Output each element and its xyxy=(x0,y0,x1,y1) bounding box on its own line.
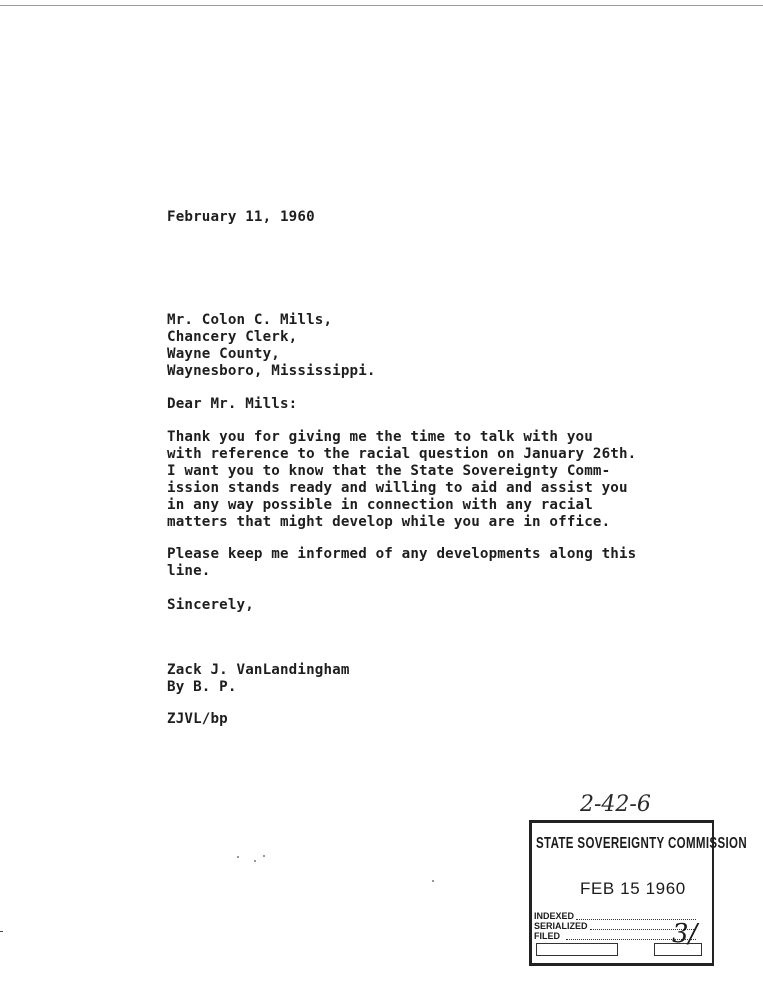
scan-speck xyxy=(432,880,434,882)
page-top-rule xyxy=(0,5,763,6)
stamp-label-indexed: INDEXED xyxy=(534,911,575,921)
paragraph2-line: line. xyxy=(167,563,211,579)
scan-speck xyxy=(263,855,265,857)
scan-speck xyxy=(237,856,239,858)
signature-name: Zack J. VanLandingham xyxy=(167,662,350,678)
recipient-line-4: Waynesboro, Mississippi. xyxy=(167,363,376,379)
recipient-line-1: Mr. Colon C. Mills, xyxy=(167,312,333,328)
stamp-label-filed: FILED xyxy=(534,931,560,941)
scan-speck xyxy=(254,860,256,862)
paragraph1-line: Thank you for giving me the time to talk with you xyxy=(167,429,593,445)
letter-date: February 11, 1960 xyxy=(167,209,315,225)
paragraph2-line: Please keep me informed of any developments along this xyxy=(167,546,637,562)
scan-edge-mark xyxy=(0,931,3,932)
closing: Sincerely, xyxy=(167,597,254,613)
paragraph1-line: ission stands ready and willing to aid and assist you xyxy=(167,480,628,496)
commission-stamp xyxy=(529,820,748,966)
stamp-title: STATE SOVEREIGNTY COMMISSION xyxy=(536,835,748,852)
signature-by: By B. P. xyxy=(167,679,237,695)
stamp-date: FEB 15 1960 xyxy=(580,879,686,898)
stamp-box xyxy=(536,943,618,956)
handwritten-file-number: 2-42-6 xyxy=(580,792,651,817)
stamp-labels xyxy=(534,911,588,941)
recipient-line-3: Wayne County, xyxy=(167,346,280,362)
paragraph1-line: matters that might develop while you are in office. xyxy=(167,514,611,530)
recipient-line-2: Chancery Clerk, xyxy=(167,329,298,345)
paragraph1-line: with reference to the racial question on January 26th. xyxy=(167,446,637,462)
stamp-label-serialized: SERIALIZED xyxy=(534,921,588,931)
salutation: Dear Mr. Mills: xyxy=(167,396,298,412)
stamp-handwritten-initials: 3/ xyxy=(672,919,698,949)
paragraph1-line: in any way possible in connection with any racial xyxy=(167,497,593,513)
reference-initials: ZJVL/bp xyxy=(167,711,228,727)
paragraph1-line: I want you to know that the State Sovereignty Comm- xyxy=(167,463,611,479)
